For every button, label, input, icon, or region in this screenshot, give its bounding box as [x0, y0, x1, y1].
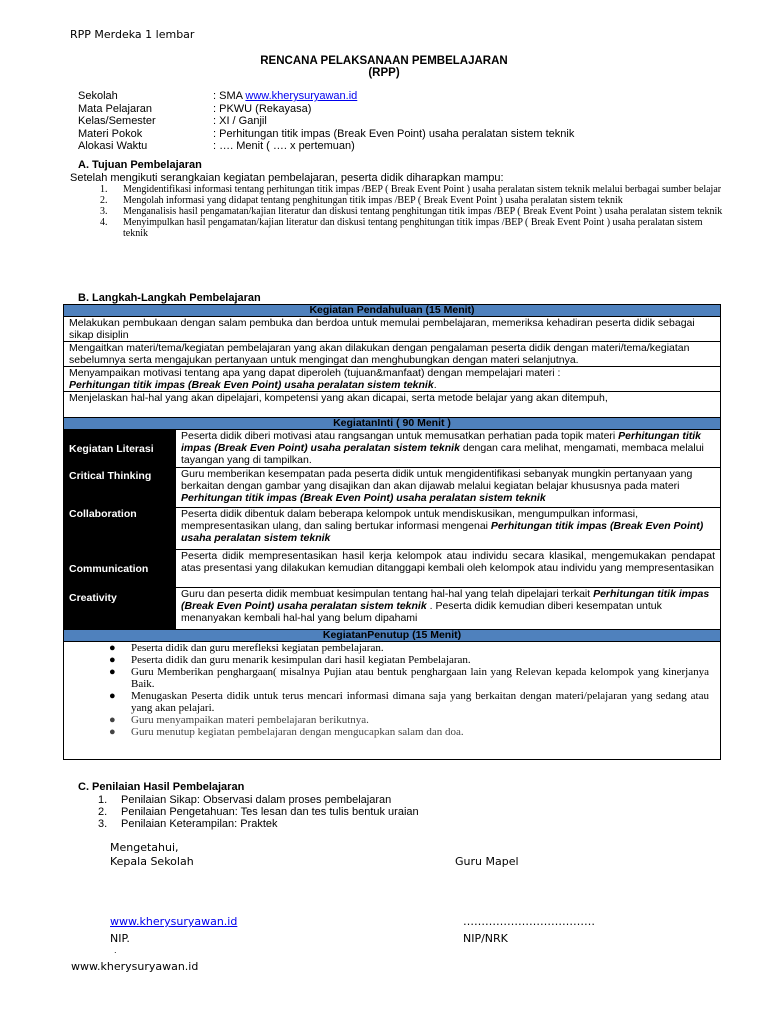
info-label: Mata Pelajaran	[78, 102, 152, 115]
desc-text: Guru dan peserta didik membuat kesimpulan tentang hal-hal yang telah dipelajari terkait	[181, 588, 594, 600]
nip-label: NIP.	[110, 932, 130, 945]
learning-steps-table	[63, 304, 721, 760]
header-note: RPP Merdeka 1 lembar	[70, 28, 195, 41]
item-text: Menugaskan Peserta didik untuk terus mencari informasi dimana saja yang berkaitan dengan materi/pelajaran yang sedang atau yang akan pelajari.	[131, 690, 709, 714]
list-item	[100, 184, 725, 195]
item-text: Guru menyampaikan materi pembelajaran berikutnya.	[131, 714, 369, 726]
list-item	[100, 217, 725, 239]
activity-label: Communication	[64, 550, 176, 588]
list-item	[98, 818, 419, 830]
desc-text: Peserta didik mempresentasikan hasil kerja kelompok atau individu secara klasikal, mengemukakan pendapat atas presentasi yang dilakukan kemudian ditanggapi kembali oleh kelompok atau individu yang mempresentasikan	[181, 550, 715, 574]
item-number: 4.	[100, 217, 108, 228]
info-value: : XI / Ganjil	[213, 115, 267, 128]
item-number: 1.	[100, 184, 108, 195]
info-value: : PKWU (Rekayasa)	[213, 102, 312, 115]
info-label: Kelas/Semester	[78, 115, 156, 128]
guru-name-placeholder: ………………………………	[463, 915, 595, 928]
bullet-icon: ●	[109, 690, 116, 702]
table-row	[64, 392, 721, 418]
item-text: Peserta didik dan guru menarik kesimpulan dari hasil kegiatan Pembelajaran.	[131, 654, 471, 666]
info-row-kelas	[78, 115, 574, 128]
info-value: : Perhitungan titik impas (Break Even Point) usaha peralatan sistem teknik	[213, 127, 575, 140]
table-row	[64, 550, 721, 588]
table-cell: Melakukan pembukaan dengan salam pembuka dan berdoa untuk memulai pembelajaran, memeriksa kehadiran peserta didik sebagai sikap disiplin	[64, 317, 721, 342]
bullet-icon: ●	[109, 666, 116, 678]
topic-italic: Perhitungan titik impas (Break Even Point) usaha peralatan sistem teknik	[181, 492, 546, 504]
bullet-icon: ●	[109, 714, 116, 726]
table-row	[64, 367, 721, 392]
table-row	[64, 588, 721, 630]
info-label: Alokasi Waktu	[78, 140, 148, 153]
footer-website: www.kherysuryawan.id	[71, 960, 199, 973]
list-item	[69, 642, 715, 654]
list-item	[98, 794, 419, 806]
activity-desc	[176, 550, 721, 588]
item-number: 2.	[100, 195, 108, 206]
guru-mapel-label: Guru Mapel	[455, 855, 519, 868]
desc-text: Peserta didik dibentuk dalam beberapa kelompok untuk mendiskusikan, mengumpulkan informasi, mempresentasikan ulang, dan saling bertukar informasi mengenai	[181, 508, 639, 532]
motivasi-text: Menyampaikan motivasi tentang apa yang dapat diperoleh (tujuan&manfaat) dengan mempelajari materi :	[69, 367, 561, 379]
item-text: Penilaian Keterampilan: Praktek	[121, 818, 278, 830]
activity-label: Critical Thinking	[64, 468, 176, 508]
info-row-waktu	[78, 140, 574, 153]
section-b-heading: B. Langkah-Langkah Pembelajaran	[78, 292, 261, 304]
info-row-mapel	[78, 103, 574, 116]
desc-text: Peserta didik diberi motivasi atau rangsangan untuk memusatkan perhatian pada topik materi	[181, 430, 619, 442]
info-row-materi	[78, 128, 574, 141]
phase-title: Kegiatan Pendahuluan (15 Menit)	[64, 305, 721, 317]
item-text: Penilaian Pengetahuan: Tes lesan dan tes tulis bentuk uraian	[121, 806, 419, 818]
period: .	[433, 379, 437, 391]
list-item	[100, 206, 725, 217]
activity-desc	[176, 588, 721, 630]
item-number: 3.	[100, 206, 108, 217]
topic-italic: Perhitungan titik impas (Break Even Point) usaha peralatan sistem teknik	[69, 379, 434, 391]
activity-label: Creativity	[64, 588, 176, 630]
item-number: 2.	[98, 806, 108, 818]
item-number: 3.	[98, 818, 108, 830]
objectives-list	[100, 184, 725, 239]
assessment-list	[98, 794, 419, 830]
document-subtitle: (RPP)	[368, 67, 400, 79]
activity-label: Collaboration	[64, 508, 176, 550]
section-a-heading: A. Tujuan Pembelajaran	[78, 159, 202, 171]
info-value: : …. Menit ( …. x pertemuan)	[213, 140, 355, 153]
table-cell: Mengaitkan materi/tema/kegiatan pembelajaran yang akan dilakukan dengan pengalaman peserta didik dengan materi/tema/kegiatan sebelumnya serta mengajukan pertanyaan untuk mengingat dan menghubungkan dengan materi selanjutnya.	[64, 342, 721, 367]
list-item	[69, 666, 715, 690]
item-number: 1.	[98, 794, 108, 806]
info-row-sekolah	[78, 90, 574, 103]
topic-italic: Perhitungan titik impas (Break Even Point) usaha peralatan sistem teknik	[181, 430, 702, 454]
item-text: Mengolah informasi yang didapat tentang penghitungan titik impas /BEP ( Break Event Point ) usaha peralatan sistem teknik	[123, 195, 623, 206]
desc-text: Guru memberikan kesempatan pada peserta didik untuk mengidentifikasi sebanyak mungkin pertanyaan yang berkaitan dengan gambar yang disajikan dan akan dijawab melalui kegiatan belajar khususnya pada materi	[181, 468, 693, 492]
list-item	[69, 690, 715, 714]
kepala-sekolah-label: Kepala Sekolah	[110, 855, 194, 868]
info-label: Materi Pokok	[78, 127, 143, 140]
bullet-icon: ●	[109, 654, 116, 666]
table-row	[64, 468, 721, 508]
phase-header-penutup	[64, 630, 721, 642]
list-item	[100, 195, 725, 206]
desc-text: . Peserta didik kemudian diberi kesempatan untuk menanyakan kembali hal-hal yang belum dipahami	[181, 600, 662, 624]
info-value: : SMA www.kherysuryawan.id	[213, 90, 358, 102]
section-a-intro: Setelah mengikuti serangkaian kegiatan pembelajaran, peserta didik diharapkan mampu:	[70, 172, 504, 184]
phase-header-inti	[64, 418, 721, 430]
topic-italic: Perhitungan titik impas (Break Even Point) usaha peralatan sistem teknik	[181, 520, 704, 544]
phase-title: KegiatanPenutup (15 Menit)	[64, 630, 721, 642]
identity-block	[78, 90, 574, 153]
activity-label: Kegiatan Literasi	[64, 430, 176, 468]
item-text: Peserta didik dan guru merefleksi kegiatan pembelajaran.	[131, 642, 384, 654]
table-row	[64, 317, 721, 342]
table-row	[64, 642, 721, 760]
list-item	[69, 714, 715, 726]
nip-nrk-label: NIP/NRK	[463, 932, 508, 945]
activity-desc	[176, 468, 721, 508]
item-text: Guru Memberikan penghargaan( misalnya Pujian atau bentuk penghargaan lain yang Relevan kepada kelompok yang kinerjanya Baik.	[131, 666, 709, 690]
topic-italic: Perhitungan titik impas (Break Even Point) usaha peralatan sistem teknik	[181, 588, 710, 612]
mengetahui-label: Mengetahui,	[110, 841, 179, 854]
list-item	[69, 726, 715, 738]
activity-desc	[176, 508, 721, 550]
phase-header-pendahuluan	[64, 305, 721, 317]
item-text: Guru menutup kegiatan pembelajaran dengan mengucapkan salam dan doa.	[131, 726, 464, 738]
info-label: Sekolah	[78, 90, 118, 102]
table-row	[64, 430, 721, 468]
item-text: Menganalisis hasil pengamatan/kajian literatur dan diskusi tentang penghitungan titik impas /BEP ( Break Event Point ) usaha peralatan sistem teknik	[123, 206, 723, 217]
item-text: Mengidentifikasi informasi tentang perhitungan titik impas /BEP ( Break Event Point ) usaha peralatan sistem teknik melalui berbagai sumber belajar	[123, 184, 722, 195]
desc-text: dengan cara melihat, mengamati, membaca melalui tayangan yang di tampilkan.	[181, 442, 704, 466]
list-item	[69, 654, 715, 666]
table-cell	[64, 367, 721, 392]
section-c-heading: C. Penilaian Hasil Pembelajaran	[78, 781, 245, 793]
table-row	[64, 342, 721, 367]
activity-desc	[176, 430, 721, 468]
closing-list	[64, 642, 721, 760]
table-cell: Menjelaskan hal-hal yang akan dipelajari, kompetensi yang akan dicapai, serta metode belajar yang akan ditempuh,	[64, 392, 721, 418]
document-title: RENCANA PELAKSANAAN PEMBELAJARAN	[260, 55, 508, 67]
phase-title: KegiatanInti ( 90 Menit )	[64, 418, 721, 430]
item-text: Menyimpulkan hasil pengamatan/kajian literatur dan diskusi tentang penghitungan titik impas /BEP ( Break Event Point ) usaha peralatan sistem teknik	[123, 217, 703, 239]
stray-dot: .	[114, 946, 117, 955]
table-row	[64, 508, 721, 550]
item-text: Penilaian Sikap: Observasi dalam proses pembelajaran	[121, 794, 392, 806]
school-link[interactable]: www.kherysuryawan.id	[245, 90, 358, 102]
kepala-name-link[interactable]: www.kherysuryawan.id	[110, 915, 238, 928]
bullet-icon: ●	[109, 726, 116, 738]
bullet-icon: ●	[109, 642, 116, 654]
list-item	[98, 806, 419, 818]
